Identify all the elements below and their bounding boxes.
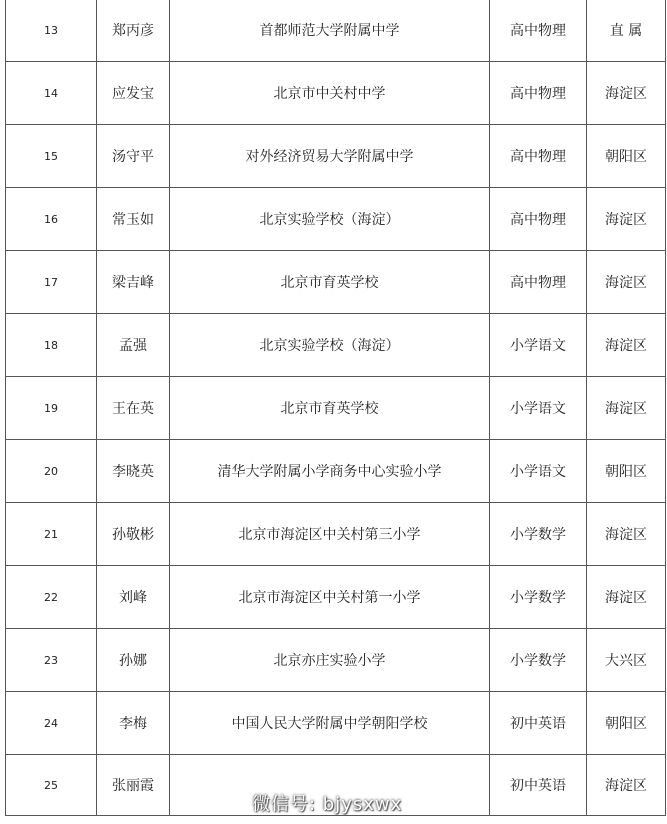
teacher-name: 张丽霞 [97,755,170,816]
teacher-name: 郑丙彦 [97,0,170,62]
table-row [6,125,666,188]
school-name: 对外经济贸易大学附属中学 [170,125,490,188]
subject: 高中物理 [490,0,587,62]
table-row [6,629,666,692]
teacher-name: 刘峰 [97,566,170,629]
school-name: 北京市育英学校 [170,251,490,314]
row-number: 18 [6,314,97,377]
row-number: 22 [6,566,97,629]
subject: 初中英语 [490,755,587,816]
district: 海淀区 [587,188,666,251]
row-number: 21 [6,503,97,566]
table-row [6,566,666,629]
teacher-name: 汤守平 [97,125,170,188]
school-name: 北京市海淀区中关村第三小学 [170,503,490,566]
roster-table [5,0,666,816]
row-number: 15 [6,125,97,188]
subject: 高中物理 [490,251,587,314]
teacher-name: 王在英 [97,377,170,440]
subject: 小学语文 [490,440,587,503]
table-row [6,251,666,314]
row-number: 16 [6,188,97,251]
table-row [6,440,666,503]
district: 海淀区 [587,755,666,816]
table-row [6,692,666,755]
subject: 高中物理 [490,188,587,251]
district: 海淀区 [587,62,666,125]
school-name: 北京亦庄实验小学 [170,629,490,692]
subject: 小学数学 [490,503,587,566]
school-name: 北京实验学校（海淀） [170,314,490,377]
subject: 高中物理 [490,125,587,188]
row-number: 24 [6,692,97,755]
school-name: 中国人民大学附属中学朝阳学校 [170,692,490,755]
school-name: 北京市海淀区中关村第一小学 [170,566,490,629]
roster-body [6,0,666,816]
teacher-name: 常玉如 [97,188,170,251]
district: 海淀区 [587,314,666,377]
watermark: 微信号: bjysxwx [252,794,403,815]
subject: 高中物理 [490,62,587,125]
subject: 小学数学 [490,629,587,692]
teacher-name: 孙娜 [97,629,170,692]
teacher-name: 孙敬彬 [97,503,170,566]
school-name: 北京实验学校（海淀） [170,188,490,251]
school-name: 首都师范大学附属中学 [170,0,490,62]
table-row [6,314,666,377]
row-number: 25 [6,755,97,816]
district: 海淀区 [587,503,666,566]
subject: 初中英语 [490,692,587,755]
school-name: 北京市育英学校 [170,377,490,440]
table-row [6,377,666,440]
row-number: 23 [6,629,97,692]
subject: 小学数学 [490,566,587,629]
teacher-name: 梁吉峰 [97,251,170,314]
district: 朝阳区 [587,440,666,503]
school-name: 清华大学附属小学商务中心实验小学 [170,440,490,503]
subject: 小学语文 [490,314,587,377]
row-number: 13 [6,0,97,62]
row-number: 14 [6,62,97,125]
table-row [6,0,666,62]
district: 海淀区 [587,566,666,629]
district: 海淀区 [587,251,666,314]
row-number: 19 [6,377,97,440]
teacher-name: 李梅 [97,692,170,755]
table-row [6,503,666,566]
district: 海淀区 [587,377,666,440]
district: 直 属 [587,0,666,62]
district: 朝阳区 [587,692,666,755]
row-number: 20 [6,440,97,503]
table-row [6,62,666,125]
district: 朝阳区 [587,125,666,188]
district: 大兴区 [587,629,666,692]
row-number: 17 [6,251,97,314]
teacher-name: 李晓英 [97,440,170,503]
subject: 小学语文 [490,377,587,440]
table-row [6,188,666,251]
school-name: 北京市中关村中学 [170,62,490,125]
teacher-name: 孟强 [97,314,170,377]
teacher-name: 应发宝 [97,62,170,125]
